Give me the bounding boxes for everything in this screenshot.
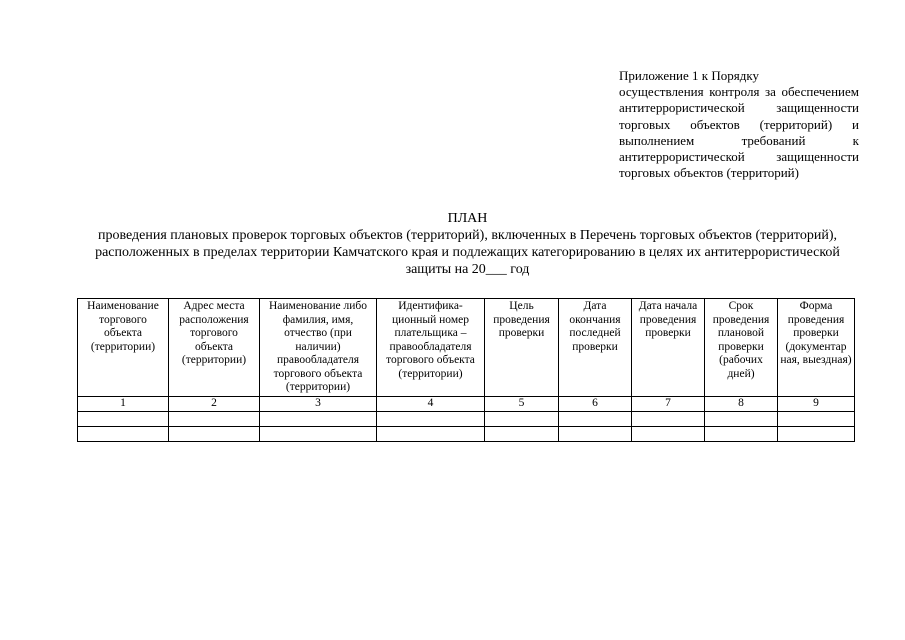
table-row [78, 411, 855, 426]
column-number-row [78, 396, 855, 411]
table-cell [632, 426, 705, 441]
table-cell [485, 426, 559, 441]
column-number: 8 [705, 396, 778, 411]
header-purpose: Цель проведения проверки [485, 299, 559, 397]
table-cell [377, 411, 485, 426]
header-address: Адрес места расположения торгового объекта (территории) [169, 299, 260, 397]
inspection-plan-table [77, 298, 855, 442]
document-title [60, 210, 875, 278]
table-cell [377, 426, 485, 441]
column-number: 6 [559, 396, 632, 411]
header-owner-name: Наименование либо фамилия, имя, отчество (при наличии) правообладателя торгового объекта (территории) [260, 299, 377, 397]
table-cell [559, 426, 632, 441]
header-start-date: Дата начала проведения проверки [632, 299, 705, 397]
column-number: 4 [377, 396, 485, 411]
column-number: 2 [169, 396, 260, 411]
table-cell [485, 411, 559, 426]
column-number: 5 [485, 396, 559, 411]
column-number: 1 [78, 396, 169, 411]
appendix-note [619, 68, 859, 181]
appendix-line1: Приложение 1 к Порядку [619, 68, 759, 83]
column-number: 3 [260, 396, 377, 411]
table-cell [169, 411, 260, 426]
table-row [78, 426, 855, 441]
table-cell [78, 411, 169, 426]
table-header-row [78, 299, 855, 397]
header-object-name: Наименование торгового объекта (территории) [78, 299, 169, 397]
header-taxpayer-id: Идентифика-ционный номер плательщика – правообладателя торгового объекта (территории) [377, 299, 485, 397]
table-cell [632, 411, 705, 426]
header-form: Форма проведения проверки (документар ная, выездная) [778, 299, 855, 397]
appendix-text: осуществления контроля за обеспечением антитеррористической защищенности торговых объектов (территорий) и выполнением требований к антитеррористической защищенности торговых объектов (территорий) [619, 84, 859, 181]
table-cell [705, 411, 778, 426]
table-cell [778, 411, 855, 426]
column-number: 7 [632, 396, 705, 411]
table-cell [705, 426, 778, 441]
header-last-check-date: Дата окончания последней проверки [559, 299, 632, 397]
column-number: 9 [778, 396, 855, 411]
table-cell [260, 411, 377, 426]
table-cell [559, 411, 632, 426]
plan-subtitle: проведения плановых проверок торговых объектов (территорий), включенных в Перечень торговых объектов (территорий), расположенных в пределах территории Камчатского края и подлежащих категорированию в целях их антитеррористической защиты на 20___ год [95, 228, 840, 277]
table-cell [169, 426, 260, 441]
table-cell [78, 426, 169, 441]
plan-heading: ПЛАН [447, 211, 488, 226]
table-cell [778, 426, 855, 441]
table-cell [260, 426, 377, 441]
header-duration: Срок проведения плановой проверки (рабочих дней) [705, 299, 778, 397]
